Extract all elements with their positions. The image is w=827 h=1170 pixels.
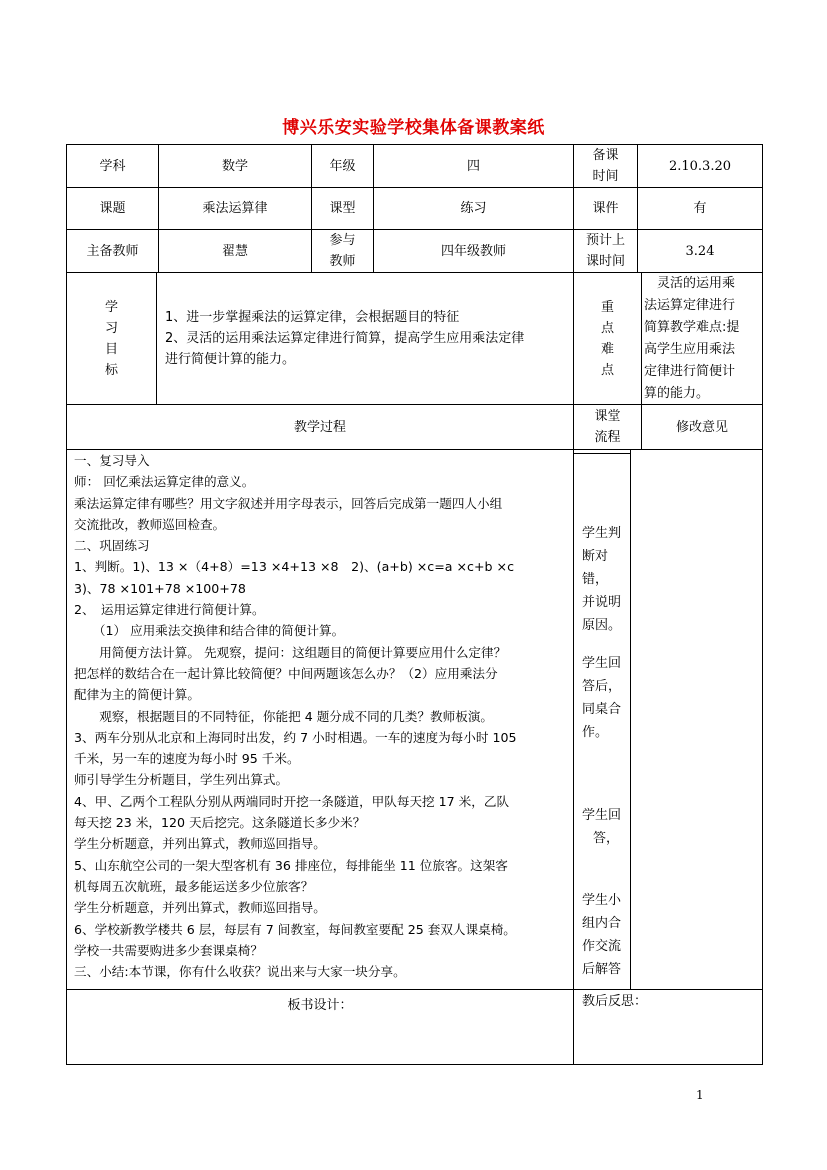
learning-goals-label-char: 习 bbox=[104, 320, 118, 336]
flow-note-line: 同桌合 bbox=[582, 702, 622, 717]
key-point-line: 高学生应用乘法 bbox=[644, 342, 736, 357]
flow-note-line: 答， bbox=[592, 831, 619, 846]
key-point-line: 定律进行简便计 bbox=[644, 364, 736, 379]
flow-note-line: 断对错， bbox=[582, 549, 609, 587]
flow-note-line: 原因。 bbox=[582, 618, 622, 633]
planned-time-value: 3.24 bbox=[685, 243, 715, 259]
table-border-bottom bbox=[66, 1064, 763, 1065]
learning-goals-label-char: 目 bbox=[104, 341, 118, 357]
process-line: 2、 运用运算定律进行简便计算。 bbox=[74, 602, 265, 618]
planned-time-label-line: 课时间 bbox=[585, 254, 625, 269]
process-line: 6、学校新教学楼共 6 层，每层有 7 间教室，每间教室要配 25 套双人课桌椅。 bbox=[74, 921, 516, 937]
prep-time-value: 2.10.3.20 bbox=[668, 158, 732, 174]
goal-line: 1、进一步掌握乘法的运算定律，会根据题目的特征 bbox=[165, 310, 460, 325]
prep-time-label-line: 备课 bbox=[592, 148, 619, 163]
class-flow-header-line: 课堂 bbox=[594, 409, 621, 424]
process-line: 3)、78 ×101+78 ×100+78 bbox=[74, 580, 246, 596]
page-number: 1 bbox=[696, 1088, 704, 1102]
key-point-line: 简算教学难点:提 bbox=[644, 320, 740, 335]
process-line: 学生分析题意，并列出算式，教师巡回指导。 bbox=[74, 900, 326, 916]
flow-note-line: 组内合 bbox=[582, 916, 622, 931]
participants-value: 四年级教师 bbox=[440, 243, 506, 259]
subject-label: 学科 bbox=[99, 158, 126, 174]
process-line: 一、复习导入 bbox=[74, 453, 150, 468]
flow-note-line: 作。 bbox=[582, 725, 609, 740]
key-points-label-char: 点 bbox=[600, 320, 614, 336]
flow-note-line: 并说明 bbox=[582, 595, 622, 610]
grade-value: 四 bbox=[466, 158, 480, 174]
topic-label: 课题 bbox=[99, 201, 126, 216]
column-divider bbox=[156, 272, 157, 405]
learning-goals-text bbox=[165, 307, 570, 370]
courseware-label: 课件 bbox=[592, 201, 619, 216]
process-line: 二、巩固练习 bbox=[74, 538, 150, 554]
key-points-text bbox=[644, 273, 762, 405]
participants-label bbox=[312, 230, 373, 272]
planned-time-label-line: 预计上 bbox=[585, 233, 625, 248]
lesson-type-label: 课型 bbox=[329, 201, 356, 216]
process-line: 师引导学生分析题目，学生列出算式。 bbox=[74, 772, 289, 788]
flow-note-line: 学生回 bbox=[582, 656, 622, 671]
process-line: 5、山东航空公司的一架大型客机有 36 排座位，每排能坐 11 位旅客。这架客 bbox=[74, 857, 508, 873]
process-line: 交流批改，教师巡回检查。 bbox=[74, 516, 226, 532]
process-line: 观察，根据题目的不同特征，你能把 4 题分成不同的几类？教师板演。 bbox=[74, 708, 494, 724]
process-line: 1、判断。1)、13 ×（4+8）=13 ×4+13 ×8 2)、(a+b) ×c=a ×c+b ×c bbox=[74, 559, 515, 575]
prep-time-label bbox=[574, 145, 637, 187]
key-points-label-char: 重 bbox=[600, 299, 614, 315]
goal-line: 进行简便计算的能力。 bbox=[165, 352, 296, 367]
process-line: 把怎样的数结合在一起计算比较简便？中间两题该怎么办？（2）应用乘法分 bbox=[74, 665, 498, 681]
goal-line: 2、灵活的运用乘法运算定律进行简算，提高学生应用乘法定律 bbox=[165, 331, 525, 346]
revision-notes-header: 修改意见 bbox=[675, 419, 728, 435]
process-line: 3、两车分别从北京和上海同时出发，约 7 小时相遇。一车的速度为每小时 105 bbox=[74, 729, 517, 745]
key-points-label-char: 难 bbox=[600, 341, 614, 357]
lead-teacher-value: 翟慧 bbox=[221, 243, 248, 259]
row-divider bbox=[573, 453, 630, 454]
process-line: （1） 应用乘法交换律和结合律的简便计算。 bbox=[74, 623, 345, 639]
lead-teacher-label: 主备教师 bbox=[86, 243, 139, 259]
process-line: 4、甲、乙两个工程队分别从两端同时开挖一条隧道，甲队每天挖 17 米，乙队 bbox=[74, 793, 510, 809]
teaching-process-header: 教学过程 bbox=[293, 419, 346, 435]
grade-label: 年级 bbox=[329, 158, 356, 174]
flow-note bbox=[582, 889, 630, 981]
topic-value: 乘法运算律 bbox=[202, 201, 268, 216]
courseware-value: 有 bbox=[693, 201, 707, 216]
board-design-label: 板书设计： bbox=[287, 998, 353, 1013]
key-points-label bbox=[574, 273, 641, 404]
process-line: 机每周五次航班，最多能运送多少位旅客？ bbox=[74, 878, 314, 894]
post-lesson-reflection-label: 教后反思： bbox=[582, 994, 648, 1009]
class-flow-header-line: 流程 bbox=[594, 430, 621, 445]
planned-time-label bbox=[574, 230, 637, 272]
process-line: 三、小结:本节课，你有什么收获？说出来与大家一块分享。 bbox=[74, 964, 406, 980]
flow-note-line: 作交流 bbox=[582, 939, 622, 954]
process-line: 学生分析题意，并列出算式，教师巡回指导。 bbox=[74, 836, 326, 852]
process-line: 乘法运算定律有哪些？用文字叙述并用字母表示，回答后完成第一题四人小组 bbox=[74, 495, 503, 511]
key-point-line: 法运算定律进行 bbox=[644, 298, 736, 313]
process-line: 千米，另一车的速度为每小时 95 千米。 bbox=[74, 751, 300, 767]
learning-goals-label bbox=[67, 273, 156, 404]
process-line: 用简便方法计算。 先观察，提问：这组题目的简便计算要应用什么定律？ bbox=[74, 644, 507, 660]
subject-value: 数学 bbox=[221, 158, 248, 174]
prep-time-label-line: 时间 bbox=[592, 169, 619, 184]
flow-note bbox=[582, 652, 630, 744]
process-line: 每天挖 23 米，120 天后挖完。这条隧道长多少米？ bbox=[74, 815, 366, 831]
participants-label-line: 教师 bbox=[329, 254, 356, 269]
flow-note-line: 学生回 bbox=[582, 808, 622, 823]
flow-note-line: 学生小 bbox=[582, 893, 622, 908]
key-point-line: 算的能力。 bbox=[644, 386, 710, 401]
flow-note-line: 后解答 bbox=[582, 962, 622, 977]
table-border-right bbox=[762, 144, 763, 1065]
column-divider bbox=[630, 449, 631, 990]
learning-goals-label-char: 学 bbox=[104, 299, 118, 315]
document-title: 博兴乐安实验学校集体备课教案纸 bbox=[282, 118, 545, 138]
lesson-type-value: 练习 bbox=[460, 201, 487, 216]
class-flow-header bbox=[574, 405, 641, 449]
participants-label-line: 参与 bbox=[329, 233, 356, 248]
row-divider bbox=[66, 989, 763, 990]
process-line: 师： 回忆乘法运算定律的意义。 bbox=[74, 474, 255, 490]
learning-goals-label-char: 标 bbox=[104, 362, 118, 378]
process-line: 学校一共需要购进多少套课桌椅？ bbox=[74, 942, 263, 958]
flow-note-line: 学生判 bbox=[582, 526, 622, 541]
flow-note-line: 答后， bbox=[582, 679, 622, 694]
process-line: 配律为主的简便计算。 bbox=[74, 687, 200, 703]
flow-note bbox=[582, 804, 630, 850]
teaching-process-text bbox=[74, 450, 571, 982]
flow-note bbox=[582, 522, 630, 637]
key-points-label-char: 点 bbox=[600, 362, 614, 378]
key-point-line: 灵活的运用乘 bbox=[644, 276, 736, 291]
